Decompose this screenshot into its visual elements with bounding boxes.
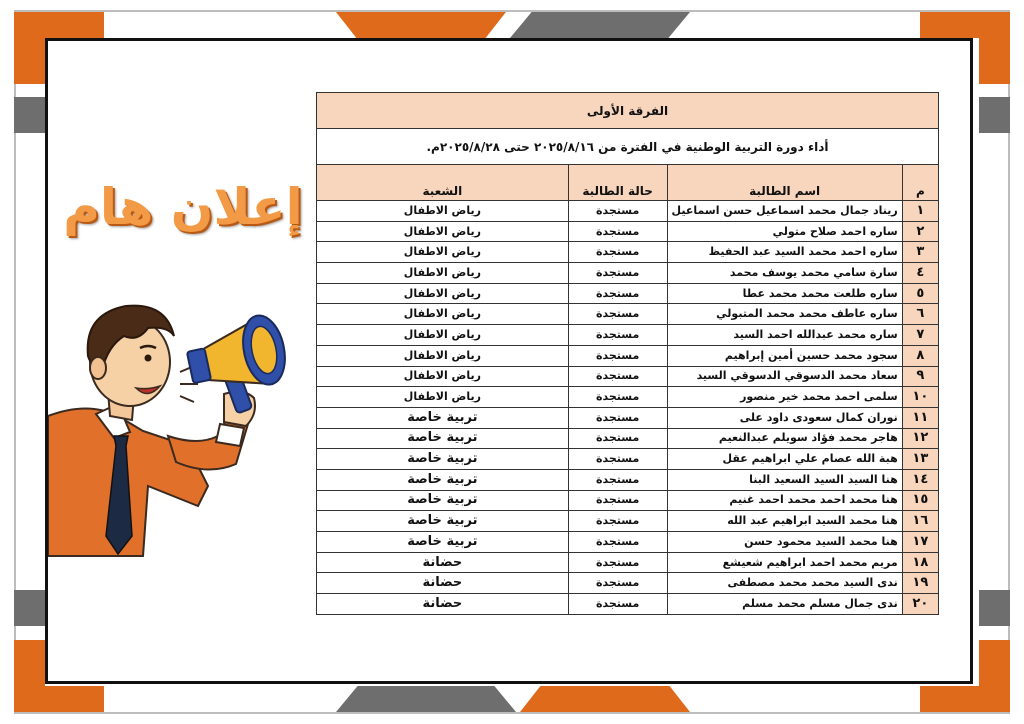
table-row: [317, 469, 939, 490]
row-num: ١٨: [902, 552, 938, 573]
row-division: رياض الاطفال: [317, 366, 569, 387]
side-bar-right-top: [979, 97, 1010, 133]
table-row: [317, 263, 939, 284]
row-status: مستجدة: [568, 242, 667, 263]
row-name: سلمى احمد محمد خير منصور: [667, 387, 902, 408]
row-name: هاجر محمد فؤاد سويلم عبدالنعيم: [667, 428, 902, 449]
row-division: تربية خاصة: [317, 428, 569, 449]
row-status: مستجدة: [568, 283, 667, 304]
table-header-row: [317, 165, 939, 201]
row-status: مستجدة: [568, 366, 667, 387]
row-status: مستجدة: [568, 511, 667, 532]
row-num: ٦: [902, 304, 938, 325]
row-name: ساره احمد محمد السيد عبد الحفيظ: [667, 242, 902, 263]
row-num: ٣: [902, 242, 938, 263]
row-division: تربية خاصة: [317, 532, 569, 553]
row-num: ٧: [902, 325, 938, 346]
corner-bar-left-top: [14, 12, 45, 84]
table-row: [317, 532, 939, 553]
group-title: الفرقة الأولى: [317, 93, 939, 129]
row-name: هنا محمد السيد ابراهيم عبد الله: [667, 511, 902, 532]
row-name: ساره عاطف محمد محمد المتبولي: [667, 304, 902, 325]
row-name: سعاد محمد الدسوقي الدسوقي السيد: [667, 366, 902, 387]
row-division: رياض الاطفال: [317, 242, 569, 263]
row-division: رياض الاطفال: [317, 221, 569, 242]
table-row: [317, 490, 939, 511]
table-row: [317, 573, 939, 594]
row-num: ٢٠: [902, 594, 938, 615]
table-row: [317, 511, 939, 532]
row-status: مستجدة: [568, 201, 667, 222]
row-name: مريم محمد احمد ابراهيم شعيشع: [667, 552, 902, 573]
top-bar-center-orange: [336, 12, 506, 38]
row-status: مستجدة: [568, 573, 667, 594]
bottom-bar-center-gray: [336, 686, 516, 712]
row-name: سجود محمد حسين أمين إبراهيم: [667, 345, 902, 366]
table-row: [317, 366, 939, 387]
row-num: ٤: [902, 263, 938, 284]
table-row: [317, 407, 939, 428]
row-num: ١٦: [902, 511, 938, 532]
row-division: تربية خاصة: [317, 449, 569, 470]
row-name: هنا السيد السيد السعيد البنا: [667, 469, 902, 490]
row-status: مستجدة: [568, 449, 667, 470]
header-division: الشعبة: [317, 165, 569, 201]
row-division: حضانة: [317, 552, 569, 573]
row-status: مستجدة: [568, 407, 667, 428]
row-name: هبة الله عصام علي ابراهيم عقل: [667, 449, 902, 470]
row-num: ١٢: [902, 428, 938, 449]
row-status: مستجدة: [568, 469, 667, 490]
row-num: ١٥: [902, 490, 938, 511]
table-row: [317, 221, 939, 242]
table-row: [317, 283, 939, 304]
row-name: ريناد جمال محمد اسماعيل حسن اسماعيل: [667, 201, 902, 222]
row-status: مستجدة: [568, 304, 667, 325]
row-division: حضانة: [317, 573, 569, 594]
row-num: ١٠: [902, 387, 938, 408]
header-status: حالة الطالبة: [568, 165, 667, 201]
table-row: [317, 428, 939, 449]
row-name: هنا محمد السيد محمود حسن: [667, 532, 902, 553]
corner-bar-bottom-right: [920, 686, 1010, 712]
row-division: رياض الاطفال: [317, 283, 569, 304]
row-num: ١٤: [902, 469, 938, 490]
row-division: رياض الاطفال: [317, 325, 569, 346]
row-status: مستجدة: [568, 221, 667, 242]
table-row: [317, 449, 939, 470]
row-name: نوران كمال سعودى داود على: [667, 407, 902, 428]
row-division: تربية خاصة: [317, 407, 569, 428]
table-row: [317, 594, 939, 615]
row-name: ندى السيد محمد محمد مصطفى: [667, 573, 902, 594]
row-status: مستجدة: [568, 387, 667, 408]
row-status: مستجدة: [568, 594, 667, 615]
row-status: مستجدة: [568, 325, 667, 346]
row-division: رياض الاطفال: [317, 201, 569, 222]
row-name: سارة سامي محمد يوسف محمد: [667, 263, 902, 284]
announcement-heading: إعلان هام: [63, 178, 303, 236]
row-name: ساره طلعت محمد محمد عطا: [667, 283, 902, 304]
row-name: ساره احمد صلاح متولي: [667, 221, 902, 242]
row-division: تربية خاصة: [317, 469, 569, 490]
row-status: مستجدة: [568, 263, 667, 284]
row-name: هنا محمد احمد محمد احمد غنيم: [667, 490, 902, 511]
row-status: مستجدة: [568, 532, 667, 553]
row-name: ساره محمد عبدالله احمد السيد: [667, 325, 902, 346]
row-num: ١: [902, 201, 938, 222]
row-num: ١١: [902, 407, 938, 428]
table-row: [317, 242, 939, 263]
table-row: [317, 387, 939, 408]
table-row: [317, 552, 939, 573]
row-division: تربية خاصة: [317, 511, 569, 532]
row-status: مستجدة: [568, 552, 667, 573]
row-status: مستجدة: [568, 345, 667, 366]
row-division: رياض الاطفال: [317, 387, 569, 408]
side-bar-left-bottom: [14, 590, 45, 626]
row-division: رياض الاطفال: [317, 263, 569, 284]
row-num: ٢: [902, 221, 938, 242]
row-status: مستجدة: [568, 490, 667, 511]
corner-bar-bottom-left: [14, 686, 104, 712]
row-num: ٥: [902, 283, 938, 304]
header-name: اسم الطالبة: [667, 165, 902, 201]
row-division: حضانة: [317, 594, 569, 615]
side-bar-left-top: [14, 97, 45, 133]
table-row: [317, 345, 939, 366]
row-num: ١٣: [902, 449, 938, 470]
bottom-bar-center-orange: [520, 686, 690, 712]
row-division: تربية خاصة: [317, 490, 569, 511]
side-bar-right-bottom: [979, 590, 1010, 626]
table-row: [317, 201, 939, 222]
row-division: رياض الاطفال: [317, 345, 569, 366]
header-num: م: [902, 165, 938, 201]
student-roster-table: [316, 92, 939, 615]
row-division: رياض الاطفال: [317, 304, 569, 325]
course-subtitle: أداء دورة التربية الوطنية في الفترة من ٢٠٢٥/٨/١٦ حتى ٢٠٢٥/٨/٢٨م.: [317, 129, 939, 165]
megaphone-man-illustration: [48, 296, 298, 558]
table-row: [317, 304, 939, 325]
corner-bar-right-top: [979, 12, 1010, 84]
row-num: ٩: [902, 366, 938, 387]
row-num: ١٩: [902, 573, 938, 594]
top-bar-center-gray: [510, 12, 690, 38]
row-status: مستجدة: [568, 428, 667, 449]
row-num: ٨: [902, 345, 938, 366]
row-num: ١٧: [902, 532, 938, 553]
row-name: ندى جمال مسلم محمد مسلم: [667, 594, 902, 615]
table-row: [317, 325, 939, 346]
